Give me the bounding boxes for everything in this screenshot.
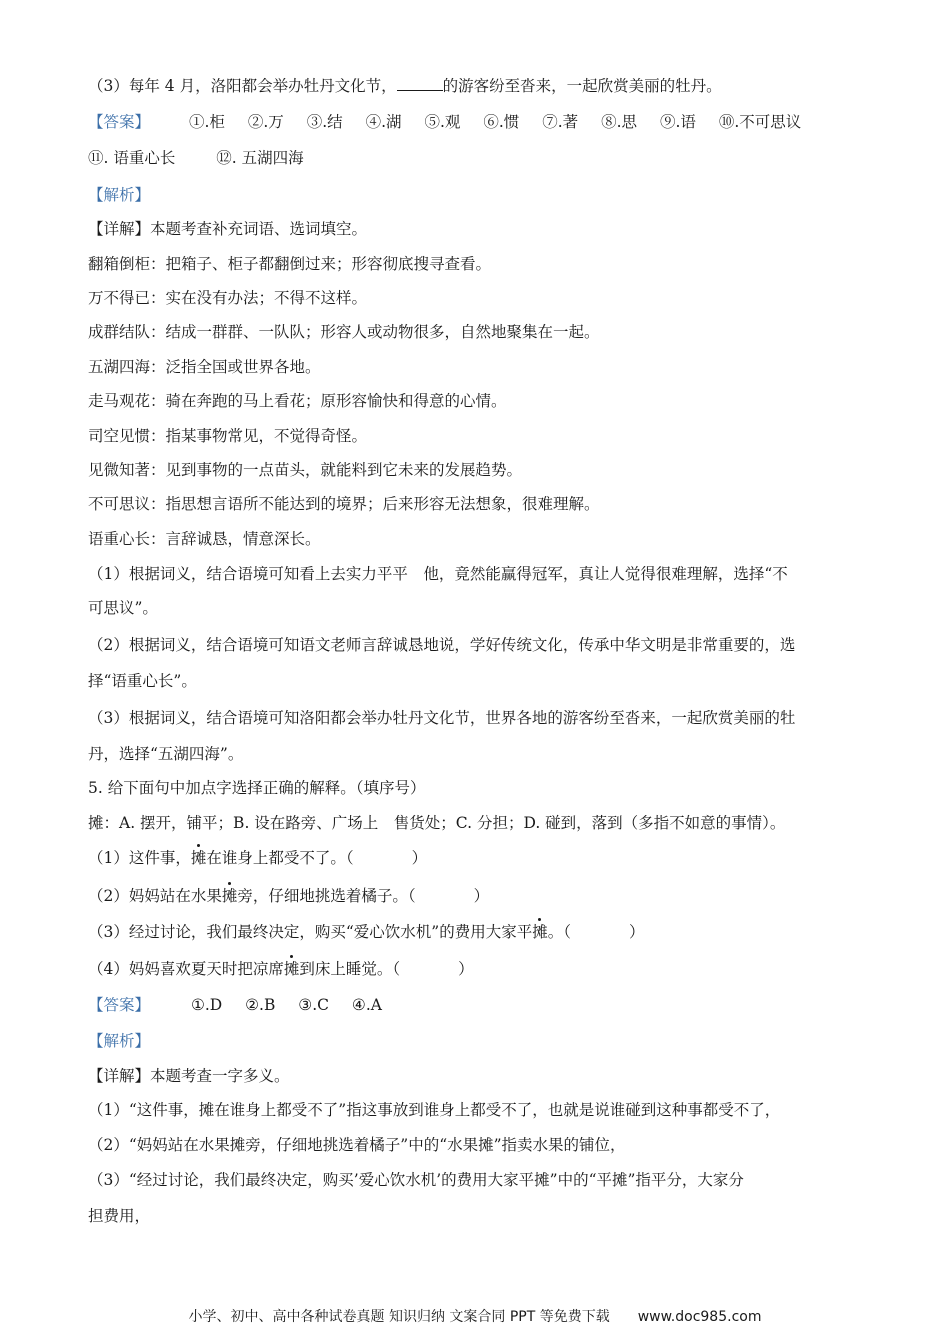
analysis-line: 走马观花：骑在奔跑的马上看花；原形容愉快和得意的心情。 xyxy=(88,392,507,410)
answer-option: ①.柜 xyxy=(188,113,225,131)
question-5-2: （2）妈妈站在水果摊旁，仔细地挑选着橘子。（ ） xyxy=(88,887,490,905)
analysis-line: （2）根据词义，结合语境可知语文老师言辞诚恳地说，学好传统文化，传承中华文明是非常重要的，选 xyxy=(88,636,796,654)
question-5-1: （1）这件事，摊在谁身上都受不了。（ ） xyxy=(88,849,428,867)
question-5-definitions: 摊：A. 摆开，铺平；B. 设在路旁、广场上 售货处；C. 分担；D. 碰到，落到（多指不如意的事情）。 xyxy=(88,814,786,832)
analysis-line: （2）“妈妈站在水果摊旁，仔细地挑选着橘子”中的“水果摊”指卖水果的铺位， xyxy=(88,1136,626,1154)
analysis-line: （1）根据词义，结合语境可知看上去实力平平 他，竟然能赢得冠军，真让人觉得很难理解，选择“不 xyxy=(88,565,788,583)
dotted-char: 摊 xyxy=(221,887,238,905)
answer-tag: 【答案】 xyxy=(88,996,151,1014)
fill-blank xyxy=(397,76,443,91)
question-5-3: （3）经过讨论，我们最终决定，购买“爱心饮水机”的费用大家平摊。（ ） xyxy=(88,923,645,941)
analysis-line: 不可思议：指思想言语所不能达到的境界；后来形容无法想象，很难理解。 xyxy=(88,495,600,513)
answer-1-row2 xyxy=(88,147,328,169)
analysis-line: （3）根据词义，结合语境可知洛阳都会举办牡丹文化节，世界各地的游客纷至沓来，一起欣赏美丽的牡 xyxy=(88,709,796,727)
answer-option: ⑪. 语重心长 xyxy=(88,149,176,167)
answer-option: ⑨.语 xyxy=(659,113,696,131)
answer-2-row xyxy=(88,994,400,1016)
analysis-line: 万不得已：实在没有办法；不得不这样。 xyxy=(88,289,368,307)
answer-tag: 【答案】 xyxy=(88,113,151,131)
dotted-char: 摊 xyxy=(532,923,548,941)
answer-option: ③.结 xyxy=(306,113,343,131)
analysis-line: 五湖四海：泛指全国或世界各地。 xyxy=(88,358,321,376)
analysis-line: （1）“这件事，摊在谁身上都受不了”指这事放到谁身上都受不了，也就是说谁碰到这种事都受不了， xyxy=(88,1101,781,1119)
answer-option: ⑥.惯 xyxy=(483,113,520,131)
analysis-line: 担费用， xyxy=(88,1207,151,1225)
analysis-tag: 【解析】 xyxy=(88,186,151,204)
question-5-4: （4）妈妈喜欢夏天时把凉席摊到床上睡觉。（ ） xyxy=(88,960,474,978)
analysis-line: 语重心长：言辞诚恳，情意深长。 xyxy=(88,530,321,548)
analysis-line: 成群结队：结成一群群、一队队；形容人或动物很多，自然地聚集在一起。 xyxy=(88,323,600,341)
analysis-line: 见微知著：见到事物的一点苗头，就能料到它未来的发展趋势。 xyxy=(88,461,523,479)
page-footer: 小学、初中、高中各种试卷真题 知识归纳 文案合同 PPT 等免费下载 www.doc985.com xyxy=(188,1309,762,1325)
analysis-line: 司空见惯：指某事物常见，不觉得奇怪。 xyxy=(88,427,368,445)
answer-option: ④.A xyxy=(351,996,382,1014)
answer-option: ④.湖 xyxy=(365,113,402,131)
dotted-char: 摊 xyxy=(190,849,207,867)
answer-option: ②.万 xyxy=(247,113,284,131)
analysis-line: 翻箱倒柜：把箱子、柜子都翻倒过来；形容彻底搜寻查看。 xyxy=(88,255,492,273)
answer-option: ⑤.观 xyxy=(424,113,461,131)
analysis-tag: 【解析】 xyxy=(88,1032,151,1050)
analysis-line: 【详解】本题考查补充词语、选词填空。 xyxy=(88,220,368,238)
answer-option: ⑫. 五湖四海 xyxy=(216,149,304,167)
answer-option: ③.C xyxy=(298,996,329,1014)
answer-option: ①.D xyxy=(190,996,223,1014)
answer-option: ⑦.著 xyxy=(542,113,579,131)
analysis-line: 择“语重心长”。 xyxy=(88,672,197,690)
analysis-line: 可思议”。 xyxy=(88,599,158,617)
analysis-line: 【详解】本题考查一字多义。 xyxy=(88,1067,290,1085)
answer-1-row1 xyxy=(88,111,801,133)
analysis-line: 丹，选择“五湖四海”。 xyxy=(88,745,244,763)
dotted-char: 摊 xyxy=(283,960,300,978)
answer-option: ⑩.不可思议 xyxy=(718,113,802,131)
analysis-line: （3）“经过讨论，我们最终决定，购买’爱心饮水机’的费用大家平摊”中的“平摊”指平分，大家分 xyxy=(88,1171,744,1189)
question-4-3: （3）每年 4 月，洛阳都会举办牡丹文化节， 的游客纷至沓来，一起欣赏美丽的牡丹。 xyxy=(88,77,722,95)
question-5-title: 5. 给下面句中加点字选择正确的解释。（填序号） xyxy=(88,779,426,797)
answer-option: ②.B xyxy=(245,996,276,1014)
answer-option: ⑧.思 xyxy=(601,113,638,131)
